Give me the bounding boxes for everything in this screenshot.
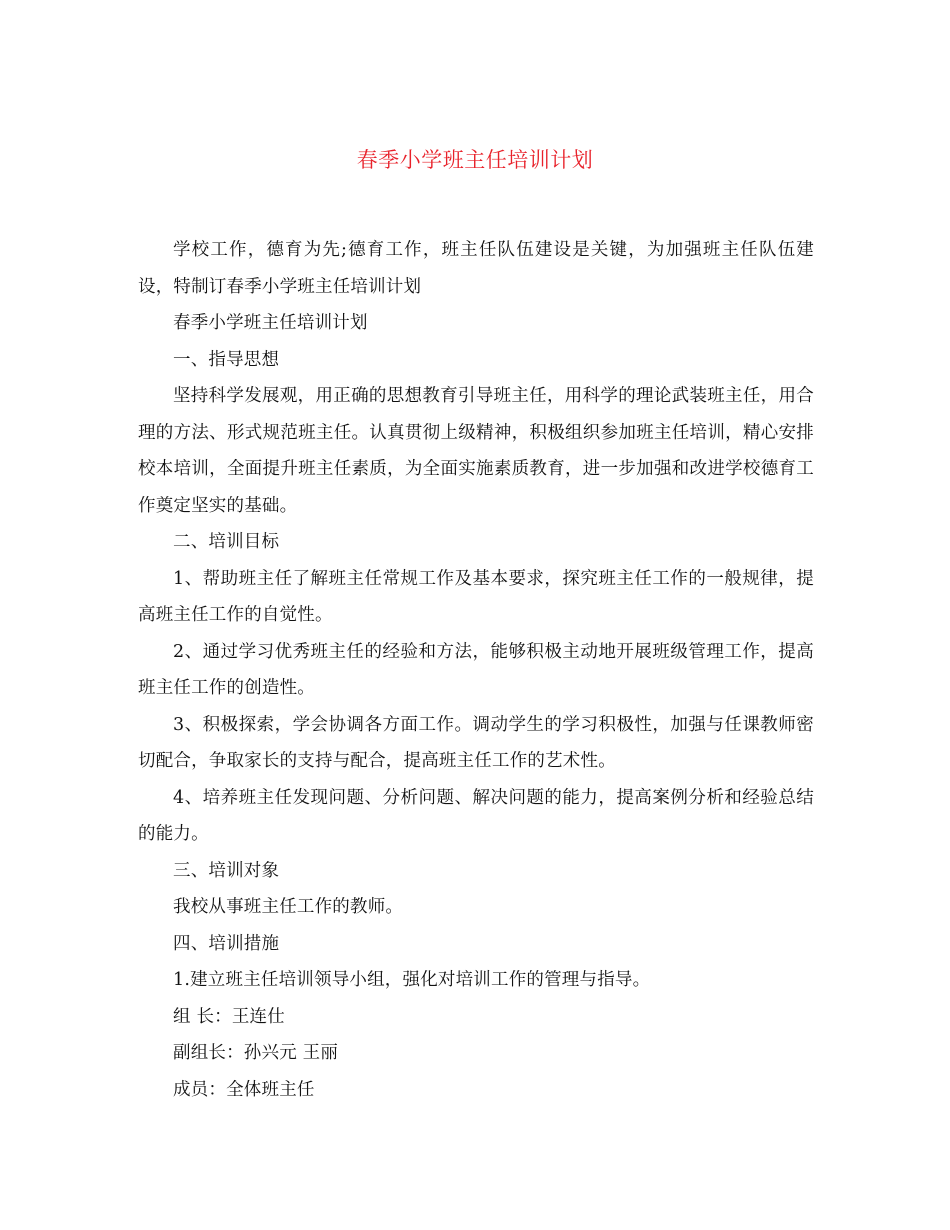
section-heading-training-goals: 二、培训目标 (173, 532, 280, 552)
intro-paragraph: 学校工作，德育为先;德育工作，班主任队伍建设是关键，为加强班主任队伍建设，特制订春季小学班主任培训计划 (138, 240, 814, 297)
goal-item-3: 3、积极探索，学会协调各方面工作。调动学生的学习积极性，加强与任课教师密切配合，争取家长的支持与配合，提高班主任工作的艺术性。 (138, 714, 814, 771)
section-heading-training-audience: 三、培训对象 (173, 860, 280, 881)
section-heading-training-measures: 四、培训措施 (173, 933, 280, 954)
guiding-thought-paragraph: 坚持科学发展观，用正确的思想教育引导班主任，用科学的理论武装班主任，用合理的方法、形式规范班主任。认真贯彻上级精神，积极组织参加班主任培训，精心安排校本培训，全面提升班主任素质，为全面实施素质教育，进一步加强和改进学校德育工作奠定坚实的基础。 (138, 386, 814, 516)
document-title: 春季小学班主任培训计划 (356, 148, 594, 172)
goal-item-1: 1、帮助班主任了解班主任常规工作及基本要求，探究班主任工作的一般规律，提高班主任工作的自觉性。 (138, 568, 814, 625)
deputy-leader-line: 副组长：孙兴元 王丽 (173, 1043, 339, 1063)
plan-subtitle: 春季小学班主任培训计划 (173, 313, 368, 333)
goal-item-4: 4、培养班主任发现问题、分析问题、解决问题的能力，提高案例分析和经验总结的能力。 (138, 787, 814, 844)
section-heading-guiding-thought: 一、指导思想 (173, 349, 280, 370)
training-audience-paragraph: 我校从事班主任工作的教师。 (173, 897, 404, 917)
measure-item-1: 1.建立班主任培训领导小组，强化对培训工作的管理与指导。 (173, 970, 651, 990)
members-line: 成员：全体班主任 (173, 1079, 315, 1100)
group-leader-line: 组 长：王连仕 (173, 1006, 285, 1027)
document-body (138, 232, 814, 1108)
goal-item-2: 2、通过学习优秀班主任的经验和方法，能够积极主动地开展班级管理工作，提高班主任工作的创造性。 (138, 641, 814, 698)
